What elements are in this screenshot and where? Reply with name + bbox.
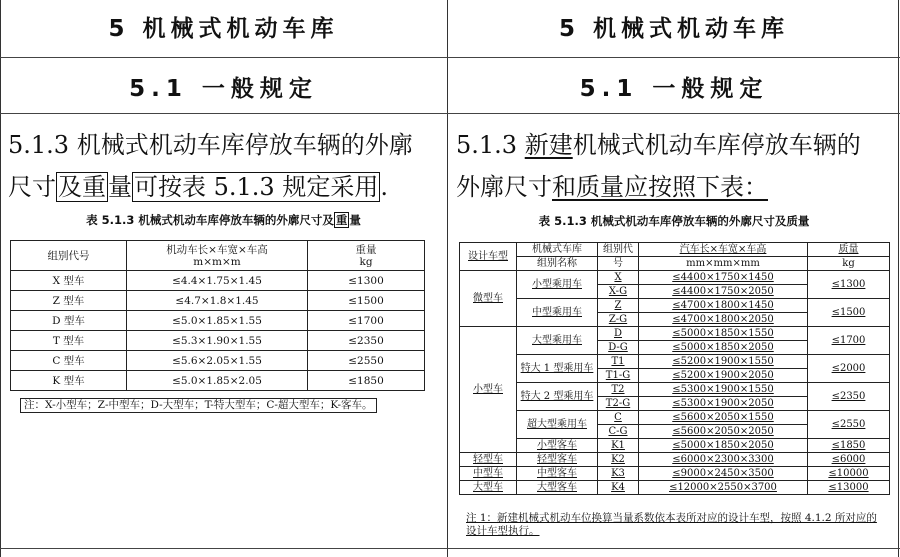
- size-mass-table: [459, 242, 890, 495]
- header-cell: 设计车型: [460, 243, 517, 271]
- deleted-text-box: 可按表 5.1.3 规定采用: [134, 173, 379, 201]
- revised-column: [448, 0, 900, 557]
- table-row: X 型车 ≤4.4×1.75×1.45 ≤1300: [11, 271, 425, 291]
- clause-line-1: [8, 126, 413, 164]
- table-header-row: [460, 257, 890, 271]
- clause-text: .: [380, 173, 388, 201]
- table-row: 轻型车 轻型客车 K2 ≤6000×2300×3300 ≤6000: [460, 453, 890, 467]
- header-cell: 机动车长×车宽×车高 m×m×m: [127, 241, 308, 271]
- table-row: X-G ≤4400×1750×2050: [460, 285, 890, 299]
- deleted-text-box: 及重: [58, 173, 106, 201]
- table-caption: 表 5.1.3 机械式机动车库停放车辆的外廓尺寸及质量: [538, 214, 810, 228]
- header-cell: mm×mm×mm: [639, 257, 808, 271]
- table-header-row: [460, 243, 890, 257]
- table-row: 微型车 小型乘用车 X ≤4400×1750×1450 ≤1300: [460, 271, 890, 285]
- inserted-text: 新建: [524, 131, 573, 159]
- header-cell: 重量 kg: [308, 241, 425, 271]
- table-row: T1-G ≤5200×1900×2050: [460, 369, 890, 383]
- table-row: Z-G ≤4700×1800×2050: [460, 313, 890, 327]
- table-header-row: [11, 241, 425, 271]
- clause-text: 外廓尺寸: [456, 173, 552, 201]
- table-row: 特大 2 型乘用车 T2 ≤5300×1900×1550 ≤2350: [460, 383, 890, 397]
- table-row: D 型车 ≤5.0×1.85×1.55 ≤1700: [11, 311, 425, 331]
- table-row: C 型车 ≤5.6×2.05×1.55 ≤2550: [11, 351, 425, 371]
- header-cell: 质量: [808, 243, 890, 257]
- header-cell: 机械式车库: [517, 243, 598, 257]
- table-row: C-G ≤5600×2050×2050: [460, 425, 890, 439]
- clause-text: 尺寸: [8, 173, 56, 201]
- clause-text: 量: [108, 173, 132, 201]
- chapter-title: 5 机械式机动车库: [558, 16, 789, 42]
- table-row: K 型车 ≤5.0×1.85×2.05 ≤1850: [11, 371, 425, 391]
- clause-line-1: [456, 126, 861, 164]
- header-cell: kg: [808, 257, 890, 271]
- table-note: 注 1：新建机械式机动车位换算当量系数依本表所对应的设计车型，按照 4.1.2 所对应的设计车型执行。: [466, 512, 877, 537]
- table-row: 中型乘用车 Z ≤4700×1800×1450 ≤1500: [460, 299, 890, 313]
- header-cell: 组别代号: [11, 241, 127, 271]
- table-row: 超大型乘用车 C ≤5600×2050×1550 ≤2550: [460, 411, 890, 425]
- clause-text: 机械式机动车库停放车辆的: [572, 131, 861, 159]
- table-row: 大型车 大型客车 K4 ≤12000×2550×3700 ≤13000: [460, 481, 890, 495]
- table-row: 中型车 中型客车 K3 ≤9000×2450×3500 ≤10000: [460, 467, 890, 481]
- original-column: [0, 0, 447, 557]
- size-table: [10, 240, 425, 391]
- table-row: 特大 1 型乘用车 T1 ≤5200×1900×1550 ≤2000: [460, 355, 890, 369]
- header-cell: 汽车长×车宽×车高: [639, 243, 808, 257]
- clause-line-2: [456, 168, 768, 206]
- table-row: T2-G ≤5300×1900×2050: [460, 397, 890, 411]
- clause-text: 机械式机动车库停放车辆的外廓: [76, 131, 413, 159]
- inserted-text: 和质量应按照下表：: [552, 173, 768, 201]
- table-row: T 型车 ≤5.3×1.90×1.55 ≤2350: [11, 331, 425, 351]
- table-row: 小型车 大型乘用车 D ≤5000×1850×1550 ≤1700: [460, 327, 890, 341]
- clause-number: 5.1.3: [456, 131, 518, 159]
- chapter-title: 5 机械式机动车库: [108, 16, 339, 42]
- section-title: 5.1 一般规定: [579, 76, 769, 102]
- header-cell: 号: [598, 257, 639, 271]
- table-note: 注：X-小型车；Z-中型车；D-大型车；T-特大型车；C-超大型车；K-客车。: [20, 398, 377, 413]
- clause-line-2: [8, 168, 388, 206]
- table-caption: 表 5.1.3 机械式机动车库停放车辆的外廓尺寸及 重 量: [86, 213, 361, 227]
- table-row: D-G ≤5000×1850×2050: [460, 341, 890, 355]
- header-cell: 组别名称: [517, 257, 598, 271]
- section-title: 5.1 一般规定: [129, 76, 318, 102]
- table-row: Z 型车 ≤4.7×1.8×1.45 ≤1500: [11, 291, 425, 311]
- clause-number: 5.1.3: [8, 131, 70, 159]
- header-cell: 组别代: [598, 243, 639, 257]
- table-row: 小型客车 K1 ≤5000×1850×2050 ≤1850: [460, 439, 890, 453]
